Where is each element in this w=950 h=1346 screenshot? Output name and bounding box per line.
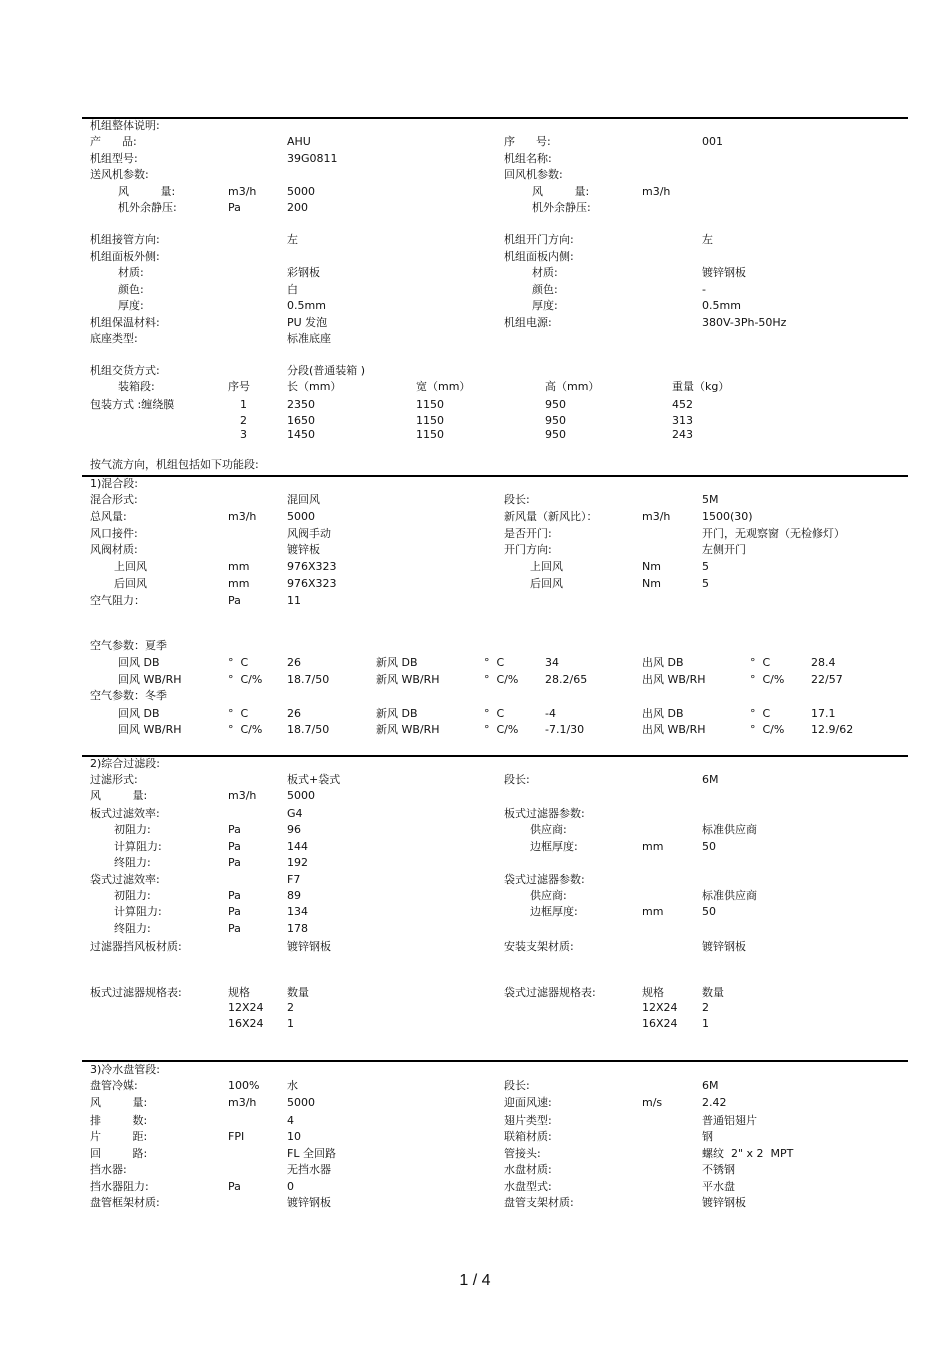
spec-cell: 976X323 bbox=[287, 560, 337, 573]
spec-cell: m3/h bbox=[228, 789, 257, 802]
spec-cell: 0 bbox=[287, 1180, 294, 1193]
spec-cell: PU 发泡 bbox=[287, 316, 328, 329]
spec-cell: 134 bbox=[287, 905, 308, 918]
spec-cell: 1)混合段: bbox=[90, 477, 138, 490]
spec-cell: 89 bbox=[287, 889, 301, 902]
spec-cell: 后回风 bbox=[530, 577, 563, 590]
spec-cell: 高（mm） bbox=[545, 380, 600, 393]
spec-cell: 数量 bbox=[702, 986, 724, 999]
spec-cell: 段长: bbox=[504, 1079, 530, 1092]
spec-cell: 12X24 bbox=[642, 1001, 678, 1014]
spec-cell: 上回风 bbox=[530, 560, 563, 573]
spec-cell: 34 bbox=[545, 656, 559, 669]
spec-cell: 950 bbox=[545, 398, 566, 411]
spec-cell: 回风 WB/RH bbox=[118, 723, 182, 736]
spec-cell: 颜色: bbox=[532, 283, 558, 296]
spec-cell: Pa bbox=[228, 1180, 241, 1193]
spec-cell: 机组面板外侧: bbox=[90, 250, 160, 263]
spec-cell: 颜色: bbox=[118, 283, 144, 296]
spec-cell: 镀锌钢板 bbox=[702, 266, 746, 279]
spec-cell: 材质: bbox=[532, 266, 558, 279]
spec-cell: 供应商: bbox=[530, 823, 567, 836]
spec-cell: 水盘型式: bbox=[504, 1180, 552, 1193]
spec-cell: 3)冷水盘管段: bbox=[90, 1063, 160, 1076]
spec-cell: 送风机参数: bbox=[90, 168, 149, 181]
spec-cell: ° C bbox=[750, 707, 771, 720]
spec-cell: Pa bbox=[228, 201, 241, 214]
spec-cell: 22/57 bbox=[811, 673, 843, 686]
spec-cell: 机组保温材料: bbox=[90, 316, 160, 329]
spec-cell: ° C/% bbox=[228, 673, 263, 686]
spec-cell: 0.5mm bbox=[702, 299, 741, 312]
spec-cell: 机组整体说明: bbox=[90, 119, 160, 132]
spec-cell: 出风 WB/RH bbox=[642, 723, 706, 736]
spec-cell: 001 bbox=[702, 135, 723, 148]
spec-cell: 新风 DB bbox=[376, 656, 418, 669]
spec-cell: 1150 bbox=[416, 398, 444, 411]
spec-cell: ° C/% bbox=[750, 673, 785, 686]
spec-cell: 板式+袋式 bbox=[287, 773, 341, 786]
spec-cell: 12.9/62 bbox=[811, 723, 854, 736]
spec-cell: 厚度: bbox=[118, 299, 144, 312]
spec-cell: 16X24 bbox=[642, 1017, 678, 1030]
spec-cell: 6M bbox=[702, 1079, 719, 1092]
spec-cell: 50 bbox=[702, 905, 716, 918]
spec-cell: 空气参数：冬季 bbox=[90, 689, 167, 702]
spec-cell: 普通铝翅片 bbox=[702, 1114, 757, 1127]
spec-cell: 初阻力: bbox=[114, 823, 151, 836]
spec-cell: 是否开门: bbox=[504, 527, 552, 540]
spec-cell: 标准供应商 bbox=[702, 889, 757, 902]
spec-cell: 243 bbox=[672, 428, 693, 441]
spec-cell: 挡水器阻力: bbox=[90, 1180, 149, 1193]
spec-cell: FL 全回路 bbox=[287, 1147, 336, 1160]
spec-cell: 144 bbox=[287, 840, 308, 853]
section-divider bbox=[82, 475, 908, 477]
spec-cell: 空气阻力： bbox=[90, 594, 145, 607]
spec-cell: 976X323 bbox=[287, 577, 337, 590]
spec-cell: 28.4 bbox=[811, 656, 836, 669]
spec-cell: 镀锌钢板 bbox=[287, 1196, 331, 1209]
spec-cell: 终阻力: bbox=[114, 922, 151, 935]
spec-cell: 回风机参数: bbox=[504, 168, 563, 181]
spec-cell: Pa bbox=[228, 856, 241, 869]
spec-cell: mm bbox=[642, 905, 664, 918]
section-divider bbox=[82, 117, 908, 119]
spec-cell: Pa bbox=[228, 840, 241, 853]
spec-cell: ° C/% bbox=[484, 673, 519, 686]
spec-cell: 1 bbox=[287, 1017, 294, 1030]
spec-cell: 底座类型: bbox=[90, 332, 138, 345]
spec-cell: 空气参数：夏季 bbox=[90, 639, 167, 652]
spec-cell: 镀锌钢板 bbox=[702, 1196, 746, 1209]
spec-cell: 5 bbox=[702, 560, 709, 573]
spec-cell: 边框厚度: bbox=[530, 905, 578, 918]
spec-cell: 彩钢板 bbox=[287, 266, 320, 279]
page-number: 1 / 4 bbox=[459, 1272, 491, 1289]
spec-cell: 机组开门方向: bbox=[504, 233, 574, 246]
spec-cell: 水盘材质: bbox=[504, 1163, 552, 1176]
spec-cell: 水 bbox=[287, 1079, 298, 1092]
spec-cell: 回风 DB bbox=[118, 656, 160, 669]
spec-cell: 排 数: bbox=[90, 1114, 148, 1127]
spec-cell: 1150 bbox=[416, 414, 444, 427]
spec-cell: 镀锌钢板 bbox=[287, 940, 331, 953]
spec-cell: m3/h bbox=[228, 185, 257, 198]
spec-cell: 过滤形式: bbox=[90, 773, 138, 786]
spec-cell: 风 量: bbox=[118, 185, 176, 198]
spec-cell: 192 bbox=[287, 856, 308, 869]
spec-cell: 段长: bbox=[504, 493, 530, 506]
spec-cell: 100% bbox=[228, 1079, 260, 1092]
spec-cell: m3/h bbox=[642, 185, 671, 198]
spec-cell: 出风 DB bbox=[642, 707, 684, 720]
spec-cell: 镀锌板 bbox=[287, 543, 320, 556]
spec-cell: 10 bbox=[287, 1130, 301, 1143]
spec-cell: 管接头: bbox=[504, 1147, 541, 1160]
spec-cell: 盘管冷媒: bbox=[90, 1079, 138, 1092]
spec-cell: 长（mm） bbox=[287, 380, 342, 393]
spec-cell: 1650 bbox=[287, 414, 315, 427]
spec-cell: 26 bbox=[287, 707, 301, 720]
spec-cell: 机组接管方向: bbox=[90, 233, 160, 246]
spec-cell: 机组电源: bbox=[504, 316, 552, 329]
spec-cell: 新风 WB/RH bbox=[376, 723, 440, 736]
spec-cell: 2.42 bbox=[702, 1096, 727, 1109]
spec-cell: 袋式过滤器规格表: bbox=[504, 986, 596, 999]
spec-cell: F7 bbox=[287, 873, 301, 886]
spec-cell: ° C bbox=[484, 656, 505, 669]
spec-cell: 178 bbox=[287, 922, 308, 935]
spec-cell: G4 bbox=[287, 807, 303, 820]
spec-cell: 迎面风速: bbox=[504, 1096, 552, 1109]
spec-cell: 出风 DB bbox=[642, 656, 684, 669]
spec-cell: 1500(30) bbox=[702, 510, 753, 523]
spec-cell: 回风 WB/RH bbox=[118, 673, 182, 686]
spec-cell: Pa bbox=[228, 889, 241, 902]
spec-cell: 分段(普通装箱 ) bbox=[287, 364, 366, 377]
spec-cell: 左 bbox=[702, 233, 713, 246]
spec-cell: 机组交货方式: bbox=[90, 364, 160, 377]
spec-cell: 重量（kg） bbox=[672, 380, 730, 393]
spec-cell: 4 bbox=[287, 1114, 294, 1127]
spec-cell: 供应商: bbox=[530, 889, 567, 902]
spec-cell: 16X24 bbox=[228, 1017, 264, 1030]
spec-cell: 风口接件: bbox=[90, 527, 138, 540]
spec-cell: 2)综合过滤段: bbox=[90, 757, 160, 770]
spec-cell: 盘管框架材质: bbox=[90, 1196, 160, 1209]
spec-cell: 边框厚度: bbox=[530, 840, 578, 853]
spec-cell: Pa bbox=[228, 594, 241, 607]
spec-cell: 段长: bbox=[504, 773, 530, 786]
spec-cell: mm bbox=[642, 840, 664, 853]
spec-cell: m3/h bbox=[228, 510, 257, 523]
spec-cell: 452 bbox=[672, 398, 693, 411]
spec-cell: ° C bbox=[484, 707, 505, 720]
spec-cell: ° C/% bbox=[484, 723, 519, 736]
spec-cell: 39G0811 bbox=[287, 152, 338, 165]
spec-cell: 机组型号: bbox=[90, 152, 138, 165]
spec-cell: Pa bbox=[228, 823, 241, 836]
spec-cell: 宽（mm） bbox=[416, 380, 471, 393]
spec-cell: 镀锌钢板 bbox=[702, 940, 746, 953]
spec-cell: 板式过滤器参数: bbox=[504, 807, 585, 820]
spec-cell: m3/h bbox=[228, 1096, 257, 1109]
spec-cell: ° C/% bbox=[750, 723, 785, 736]
spec-cell: 26 bbox=[287, 656, 301, 669]
spec-cell: mm bbox=[228, 577, 250, 590]
spec-cell: 上回风 bbox=[114, 560, 147, 573]
spec-cell: 5 bbox=[702, 577, 709, 590]
spec-cell: 950 bbox=[545, 428, 566, 441]
spec-cell: 后回风 bbox=[114, 577, 147, 590]
spec-cell: 不锈钢 bbox=[702, 1163, 735, 1176]
spec-cell: 厚度: bbox=[532, 299, 558, 312]
spec-cell: Nm bbox=[642, 560, 661, 573]
spec-cell: 6M bbox=[702, 773, 719, 786]
spec-cell: 标准底座 bbox=[287, 332, 331, 345]
spec-cell: 1 bbox=[240, 398, 247, 411]
spec-cell: FPI bbox=[228, 1130, 245, 1143]
spec-cell: Pa bbox=[228, 922, 241, 935]
spec-cell: 联箱材质: bbox=[504, 1130, 552, 1143]
spec-cell: 总风量: bbox=[90, 510, 127, 523]
spec-cell: 板式过滤器规格表: bbox=[90, 986, 182, 999]
spec-cell: 规格 bbox=[228, 986, 250, 999]
spec-cell: 5000 bbox=[287, 789, 315, 802]
spec-cell: 开门，无观察窗（无检修灯） bbox=[702, 527, 845, 540]
spec-cell: ° C/% bbox=[228, 723, 263, 736]
spec-cell: 左 bbox=[287, 233, 298, 246]
spec-cell: -4 bbox=[545, 707, 556, 720]
spec-cell: 950 bbox=[545, 414, 566, 427]
spec-cell: 2 bbox=[240, 414, 247, 427]
spec-cell: Pa bbox=[228, 905, 241, 918]
spec-cell: 序号 bbox=[228, 380, 250, 393]
spec-cell: 5000 bbox=[287, 185, 315, 198]
spec-cell: 1 bbox=[702, 1017, 709, 1030]
spec-cell: 313 bbox=[672, 414, 693, 427]
spec-cell: 风 量: bbox=[90, 1096, 148, 1109]
spec-cell: 12X24 bbox=[228, 1001, 264, 1014]
spec-cell: 机外余静压: bbox=[118, 201, 177, 214]
spec-cell: 材质: bbox=[118, 266, 144, 279]
spec-cell: 风 量: bbox=[90, 789, 148, 802]
section-divider bbox=[82, 755, 908, 757]
spec-cell: 装箱段: bbox=[118, 380, 155, 393]
spec-cell: 1150 bbox=[416, 428, 444, 441]
spec-cell: 产 品: bbox=[90, 135, 137, 148]
spec-cell: 无挡水器 bbox=[287, 1163, 331, 1176]
spec-cell: 开门方向: bbox=[504, 543, 552, 556]
spec-cell: 3 bbox=[240, 428, 247, 441]
spec-cell: 28.2/65 bbox=[545, 673, 588, 686]
spec-cell: 1450 bbox=[287, 428, 315, 441]
spec-cell: 5000 bbox=[287, 510, 315, 523]
spec-cell: AHU bbox=[287, 135, 311, 148]
spec-cell: 片 距: bbox=[90, 1130, 148, 1143]
spec-cell: 新风量（新风比）： bbox=[504, 510, 598, 523]
spec-cell: 终阻力: bbox=[114, 856, 151, 869]
spec-cell: 新风 WB/RH bbox=[376, 673, 440, 686]
spec-cell: 11 bbox=[287, 594, 301, 607]
spec-cell: 50 bbox=[702, 840, 716, 853]
spec-cell: 混合形式: bbox=[90, 493, 138, 506]
spec-cell: 出风 WB/RH bbox=[642, 673, 706, 686]
spec-cell: 机组名称: bbox=[504, 152, 552, 165]
spec-cell: 数量 bbox=[287, 986, 309, 999]
spec-cell: 200 bbox=[287, 201, 308, 214]
spec-cell: 0.5mm bbox=[287, 299, 326, 312]
spec-cell: 包装方式 :缠绕膜 bbox=[90, 398, 175, 411]
spec-cell: mm bbox=[228, 560, 250, 573]
spec-cell: 2 bbox=[702, 1001, 709, 1014]
spec-cell: 板式过滤效率: bbox=[90, 807, 160, 820]
spec-cell: 机外余静压: bbox=[532, 201, 591, 214]
spec-cell: 白 bbox=[287, 283, 298, 296]
spec-cell: 计算阻力: bbox=[114, 840, 162, 853]
spec-cell: 左侧开门 bbox=[702, 543, 746, 556]
spec-cell: 过滤器挡风板材质: bbox=[90, 940, 182, 953]
spec-cell: 机组面板内侧: bbox=[504, 250, 574, 263]
spec-cell: 5000 bbox=[287, 1096, 315, 1109]
spec-cell: 2 bbox=[287, 1001, 294, 1014]
spec-cell: 96 bbox=[287, 823, 301, 836]
spec-cell: 盘管支架材质: bbox=[504, 1196, 574, 1209]
spec-cell: 18.7/50 bbox=[287, 673, 330, 686]
spec-cell: - bbox=[702, 283, 706, 296]
spec-cell: -7.1/30 bbox=[545, 723, 585, 736]
spec-cell: m/s bbox=[642, 1096, 663, 1109]
spec-cell: 2350 bbox=[287, 398, 315, 411]
spec-cell: 回风 DB bbox=[118, 707, 160, 720]
section-divider bbox=[82, 1060, 908, 1062]
spec-cell: 标准供应商 bbox=[702, 823, 757, 836]
spec-cell: 5M bbox=[702, 493, 719, 506]
spec-cell: 序 号: bbox=[504, 135, 551, 148]
spec-cell: 挡水器: bbox=[90, 1163, 127, 1176]
spec-cell: ° C bbox=[750, 656, 771, 669]
spec-cell: 平水盘 bbox=[702, 1180, 735, 1193]
spec-cell: 安装支架材质: bbox=[504, 940, 574, 953]
spec-cell: 计算阻力: bbox=[114, 905, 162, 918]
spec-cell: ° C bbox=[228, 707, 249, 720]
spec-cell: 袋式过滤效率: bbox=[90, 873, 160, 886]
spec-cell: 翅片类型: bbox=[504, 1114, 552, 1127]
spec-cell: 17.1 bbox=[811, 707, 836, 720]
spec-cell: 风 量: bbox=[532, 185, 590, 198]
spec-cell: 袋式过滤器参数: bbox=[504, 873, 585, 886]
spec-cell: 按气流方向，机组包括如下功能段: bbox=[90, 458, 259, 471]
spec-cell: 混回风 bbox=[287, 493, 320, 506]
spec-cell: 钢 bbox=[702, 1130, 713, 1143]
spec-cell: 回 路: bbox=[90, 1147, 148, 1160]
spec-cell: 新风 DB bbox=[376, 707, 418, 720]
spec-cell: m3/h bbox=[642, 510, 671, 523]
spec-cell: ° C bbox=[228, 656, 249, 669]
spec-cell: 初阻力: bbox=[114, 889, 151, 902]
spec-cell: 18.7/50 bbox=[287, 723, 330, 736]
spec-cell: 螺纹 2" x 2 MPT bbox=[702, 1147, 794, 1160]
spec-cell: Nm bbox=[642, 577, 661, 590]
spec-cell: 380V-3Ph-50Hz bbox=[702, 316, 787, 329]
spec-cell: 规格 bbox=[642, 986, 664, 999]
spec-cell: 风阀材质: bbox=[90, 543, 138, 556]
spec-cell: 风阀手动 bbox=[287, 527, 331, 540]
